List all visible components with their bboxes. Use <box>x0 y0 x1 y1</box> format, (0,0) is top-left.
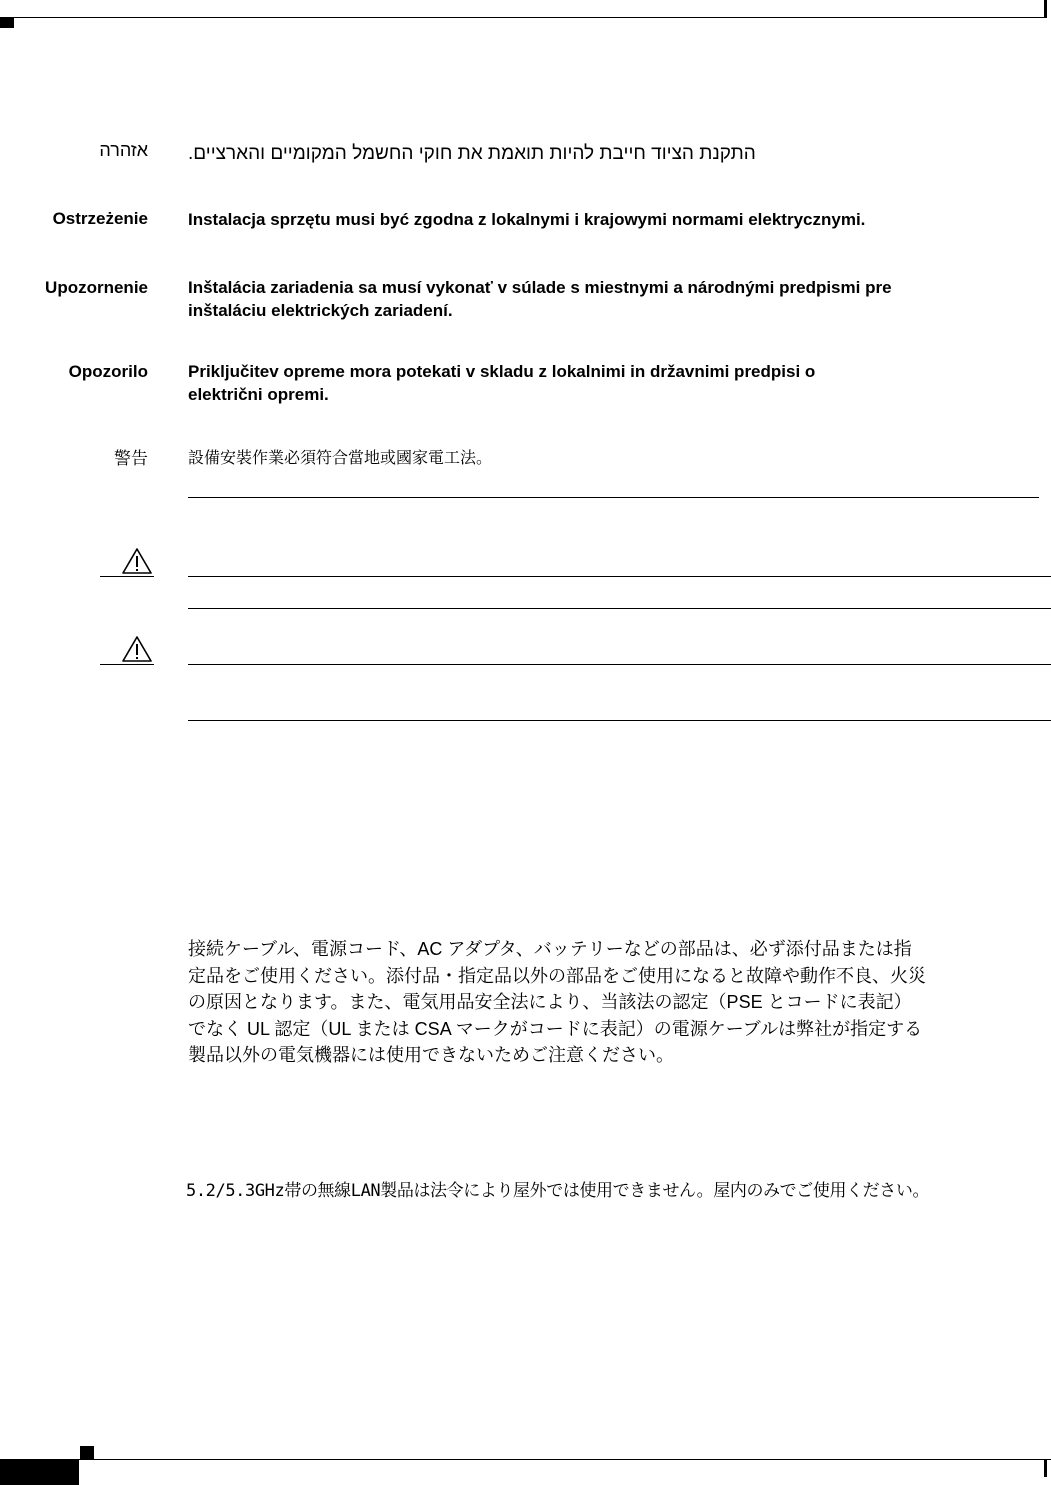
caution-bottom-rule <box>188 720 1051 721</box>
japanese-notice-line: 定品をご使用ください。添付品・指定品以外の部品をご使用になると故障や動作不良、火災 <box>188 965 926 986</box>
warning-text-slovak-line: Inštalácia zariadenia sa musí vykonať v súlade s miestnymi a národnými predpismi pre <box>188 278 892 297</box>
warning-text-slovak-line: inštaláciu elektrických zariadení. <box>188 301 453 320</box>
warning-label-chinese: 警告 <box>114 449 148 468</box>
bottom-left-marker <box>80 1446 94 1459</box>
caution-top-rule <box>188 576 1051 577</box>
warning-text-slovenian-line: električni opremi. <box>188 385 329 404</box>
top-left-marker <box>0 17 14 28</box>
caution-top-rule <box>188 664 1051 665</box>
warning-text-hebrew: התקנת הציוד חייבת להיות תואמת את חוקי החשמל המקומיים והארציים. <box>188 143 756 164</box>
warning-label-slovak: Upozornenie <box>45 278 148 297</box>
warning-text-slovak <box>188 276 892 322</box>
warning-label-hebrew: אזהרה <box>99 140 148 160</box>
warning-end-rule <box>188 497 1039 498</box>
japanese-notice <box>188 936 1018 1069</box>
caution-triangle-icon <box>120 634 154 664</box>
warning-text-slovenian <box>188 360 815 406</box>
caution-icon-rule <box>100 664 154 665</box>
wireless-notice: 5.2/5.3GHz帯の無線LAN製品は法令により屋外では使用できません。屋内のみでご使用ください。 <box>186 1181 930 1201</box>
japanese-notice-line: 製品以外の電気機器には使用できないためご注意ください。 <box>188 1045 674 1065</box>
page-number-tab <box>0 1459 79 1485</box>
top-right-tick <box>1044 0 1047 18</box>
warning-text-chinese: 設備安裝作業必須符合當地或國家電工法。 <box>188 450 493 467</box>
japanese-notice-line: の原因となります。また、電気用品安全法により、当該法の認定（PSE とコードに表記） <box>188 992 912 1012</box>
caution-triangle-icon <box>120 546 154 576</box>
warning-text-polish: Instalacja sprzętu musi być zgodna z lokalnymi i krajowymi normami elektrycznymi. <box>188 210 866 229</box>
bottom-rule <box>0 1459 1051 1460</box>
warning-text-slovenian-line: Priključitev opreme mora potekati v skladu z lokalnimi in državnimi predpisi o <box>188 362 816 381</box>
warning-label-polish: Ostrzeżenie <box>52 209 148 228</box>
top-rule <box>0 17 1044 18</box>
caution-icon-rule <box>100 576 154 577</box>
warning-label-slovenian: Opozorilo <box>68 362 148 381</box>
japanese-notice-line: でなく UL 認定（UL または CSA マークがコードに表記）の電源ケーブルは弊社が指定する <box>188 1018 923 1039</box>
japanese-notice-line: 接続ケーブル、電源コード、AC アダプタ、バッテリーなどの部品は、必ず添付品または指 <box>188 939 912 959</box>
bottom-right-tick <box>1044 1459 1047 1477</box>
caution-bottom-rule <box>188 608 1051 609</box>
